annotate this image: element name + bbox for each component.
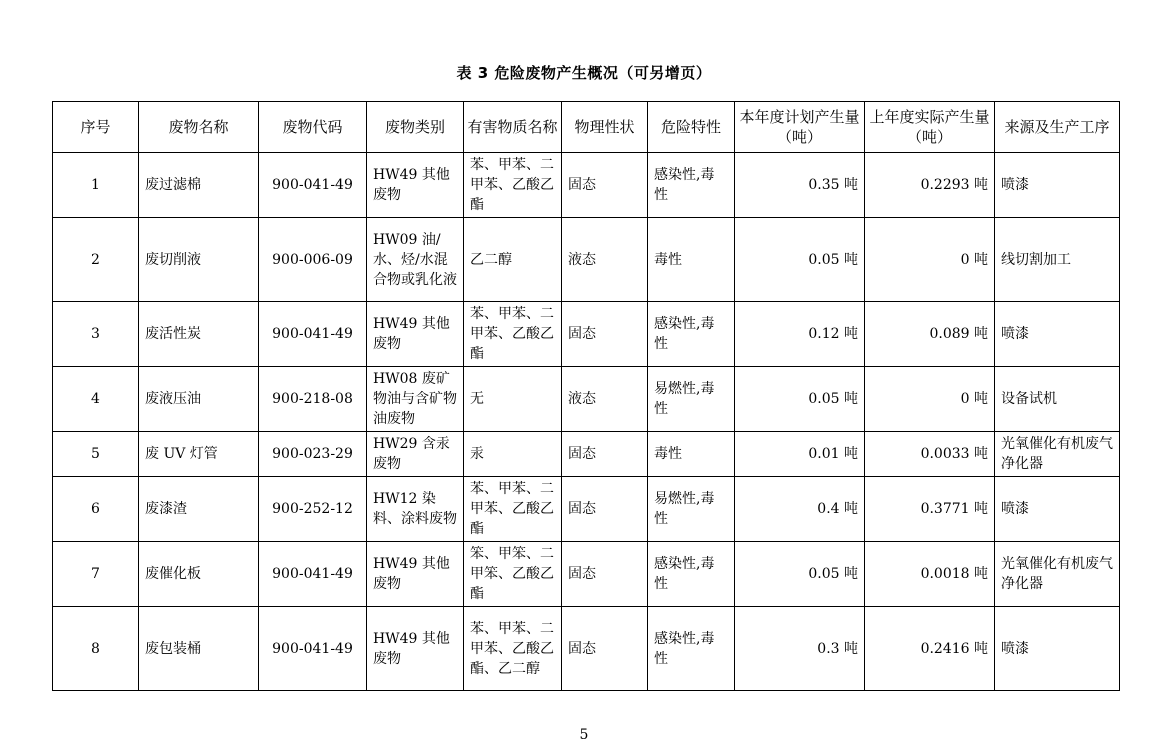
cell-hazardous-substance: 苯、甲苯、二甲苯、乙酸乙酯: [464, 302, 562, 367]
header-planned-amount: 本年度计划产生量（吨）: [735, 102, 865, 153]
cell-actual-amount: 0.2416 吨: [865, 607, 995, 691]
cell-waste-name: 废活性炭: [139, 302, 259, 367]
cell-waste-code: 900-218-08: [259, 367, 367, 432]
cell-seq: 7: [53, 542, 139, 607]
cell-waste-code: 900-041-49: [259, 607, 367, 691]
cell-source-process: 喷漆: [995, 477, 1120, 542]
cell-waste-category: HW09 油/水、烃/水混合物或乳化液: [367, 218, 464, 302]
cell-waste-category: HW12 染料、涂料废物: [367, 477, 464, 542]
hazardous-waste-table: [52, 101, 1120, 691]
cell-waste-code: 900-041-49: [259, 302, 367, 367]
cell-waste-category: HW08 废矿物油与含矿物油废物: [367, 367, 464, 432]
cell-planned-amount: 0.05 吨: [735, 218, 865, 302]
cell-actual-amount: 0.089 吨: [865, 302, 995, 367]
cell-source-process: 喷漆: [995, 302, 1120, 367]
header-source-process: 来源及生产工序: [995, 102, 1120, 153]
header-hazard-property: 危险特性: [648, 102, 735, 153]
header-row: [53, 102, 1120, 153]
cell-physical-state: 液态: [562, 218, 648, 302]
cell-seq: 5: [53, 432, 139, 477]
cell-actual-amount: 0.2293 吨: [865, 153, 995, 218]
cell-actual-amount: 0.0033 吨: [865, 432, 995, 477]
cell-hazard-property: 感染性,毒性: [648, 542, 735, 607]
header-hazardous-substance: 有害物质名称: [464, 102, 562, 153]
cell-seq: 1: [53, 153, 139, 218]
cell-hazardous-substance: 苯、甲苯、二甲苯、乙酸乙酯: [464, 477, 562, 542]
cell-source-process: 设备试机: [995, 367, 1120, 432]
cell-physical-state: 固态: [562, 477, 648, 542]
cell-actual-amount: 0 吨: [865, 367, 995, 432]
cell-hazardous-substance: 苯、甲苯、二甲苯、乙酸乙酯: [464, 153, 562, 218]
header-waste-name: 废物名称: [139, 102, 259, 153]
cell-actual-amount: 0.0018 吨: [865, 542, 995, 607]
cell-hazardous-substance: 乙二醇: [464, 218, 562, 302]
cell-hazard-property: 易燃性,毒性: [648, 367, 735, 432]
cell-hazardous-substance: 无: [464, 367, 562, 432]
cell-planned-amount: 0.01 吨: [735, 432, 865, 477]
cell-physical-state: 液态: [562, 367, 648, 432]
cell-waste-code: 900-023-29: [259, 432, 367, 477]
cell-waste-name: 废漆渣: [139, 477, 259, 542]
cell-hazard-property: 感染性,毒性: [648, 153, 735, 218]
cell-hazard-property: 感染性,毒性: [648, 302, 735, 367]
cell-waste-category: HW49 其他废物: [367, 607, 464, 691]
cell-waste-category: HW49 其他废物: [367, 153, 464, 218]
header-physical-state: 物理性状: [562, 102, 648, 153]
cell-seq: 6: [53, 477, 139, 542]
cell-waste-code: 900-041-49: [259, 542, 367, 607]
table-row: [53, 218, 1120, 302]
cell-waste-category: HW29 含汞废物: [367, 432, 464, 477]
cell-actual-amount: 0.3771 吨: [865, 477, 995, 542]
header-actual-amount: 上年度实际产生量（吨）: [865, 102, 995, 153]
cell-planned-amount: 0.05 吨: [735, 367, 865, 432]
cell-planned-amount: 0.12 吨: [735, 302, 865, 367]
cell-source-process: 喷漆: [995, 153, 1120, 218]
cell-seq: 3: [53, 302, 139, 367]
cell-seq: 4: [53, 367, 139, 432]
table-row: [53, 432, 1120, 477]
cell-hazard-property: 毒性: [648, 432, 735, 477]
header-waste-code: 废物代码: [259, 102, 367, 153]
cell-actual-amount: 0 吨: [865, 218, 995, 302]
cell-waste-code: 900-252-12: [259, 477, 367, 542]
cell-planned-amount: 0.4 吨: [735, 477, 865, 542]
table-row: [53, 477, 1120, 542]
table-row: [53, 542, 1120, 607]
cell-waste-code: 900-006-09: [259, 218, 367, 302]
header-seq: 序号: [53, 102, 139, 153]
table-row: [53, 153, 1120, 218]
table-row: [53, 302, 1120, 367]
cell-waste-name: 废 UV 灯管: [139, 432, 259, 477]
table-row: [53, 367, 1120, 432]
cell-physical-state: 固态: [562, 432, 648, 477]
cell-physical-state: 固态: [562, 542, 648, 607]
cell-planned-amount: 0.05 吨: [735, 542, 865, 607]
cell-waste-code: 900-041-49: [259, 153, 367, 218]
header-waste-category: 废物类别: [367, 102, 464, 153]
cell-physical-state: 固态: [562, 607, 648, 691]
cell-planned-amount: 0.35 吨: [735, 153, 865, 218]
cell-planned-amount: 0.3 吨: [735, 607, 865, 691]
cell-waste-name: 废液压油: [139, 367, 259, 432]
cell-hazard-property: 毒性: [648, 218, 735, 302]
cell-source-process: 喷漆: [995, 607, 1120, 691]
cell-physical-state: 固态: [562, 153, 648, 218]
page-number: 5: [579, 727, 589, 743]
cell-hazardous-substance: 笨、甲笨、二甲笨、乙酸乙酯: [464, 542, 562, 607]
cell-hazardous-substance: 苯、甲苯、二甲苯、乙酸乙酯、乙二醇: [464, 607, 562, 691]
cell-waste-name: 废过滤棉: [139, 153, 259, 218]
cell-waste-name: 废催化板: [139, 542, 259, 607]
cell-hazardous-substance: 汞: [464, 432, 562, 477]
cell-physical-state: 固态: [562, 302, 648, 367]
cell-waste-category: HW49 其他废物: [367, 542, 464, 607]
cell-hazard-property: 感染性,毒性: [648, 607, 735, 691]
table-title: 表 3 危险废物产生概况（可另增页）: [456, 64, 712, 82]
table-row: [53, 607, 1120, 691]
cell-waste-name: 废切削液: [139, 218, 259, 302]
cell-source-process: 光氧催化有机废气净化器: [995, 542, 1120, 607]
cell-seq: 2: [53, 218, 139, 302]
cell-waste-category: HW49 其他废物: [367, 302, 464, 367]
cell-seq: 8: [53, 607, 139, 691]
cell-source-process: 线切割加工: [995, 218, 1120, 302]
cell-source-process: 光氧催化有机废气净化器: [995, 432, 1120, 477]
cell-waste-name: 废包装桶: [139, 607, 259, 691]
cell-hazard-property: 易燃性,毒性: [648, 477, 735, 542]
